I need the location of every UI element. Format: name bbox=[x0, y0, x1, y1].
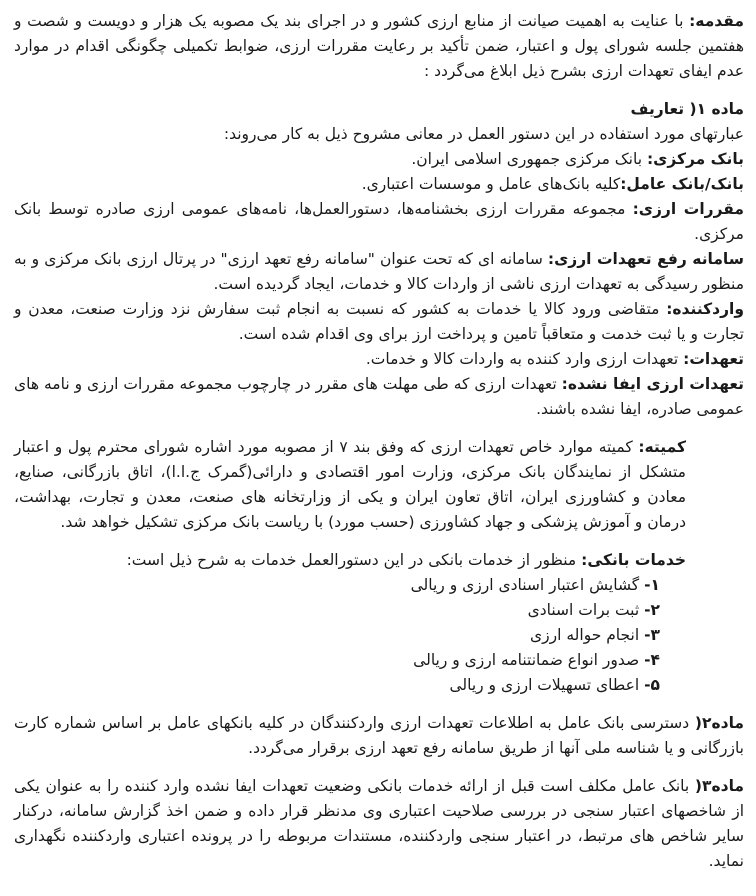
banking-services-section bbox=[14, 548, 744, 698]
intro-paragraph bbox=[14, 9, 744, 84]
article3-label-number: ماده۳ bbox=[702, 777, 744, 795]
list-item-text: اعطای تسهیلات ارزی و ریالی bbox=[449, 676, 645, 694]
article1-heading bbox=[14, 97, 744, 122]
definition-term: تعهدات: bbox=[683, 350, 744, 368]
definition-committee bbox=[14, 435, 744, 535]
definition-text: متقاضی ورود کالا یا خدمات به کشور که نسبت به انجام ثبت سفارش نزد وزارت صنعت، معدن و تجارت و یا ثبت خدمت و متعاقباً تامین و پرداخت ارز برای وی اقدام شده است. bbox=[14, 300, 744, 343]
article2-label-paren: ) bbox=[694, 714, 702, 732]
article3-paragraph bbox=[14, 774, 744, 874]
definition-agent-bank bbox=[14, 172, 744, 197]
article1-heading-paren: ) bbox=[689, 100, 697, 118]
article2-paragraph bbox=[14, 711, 744, 761]
list-item-number: ۲- bbox=[644, 601, 660, 619]
definition-term: واردکننده: bbox=[666, 300, 744, 318]
article1-lead: عبارتهای مورد استفاده در این دستور العمل در معانی مشروح ذیل به کار می‌روند: bbox=[223, 125, 744, 143]
intro-text: با عنایت به اهمیت صیانت از منابع ارزی کشور و در اجرای بند یک مصوبه یک هزار و دویست و شصت و هفتمین جلسه شورای پول و اعتبار، ضمن تأکید بر رعایت مقررات ارزی، ضوابط تکمیلی چگونگی اقدام در موارد عدم ایفای تعهدات ارزی بشرح ذیل ابلاغ می‌گردد : bbox=[14, 12, 744, 80]
list-item bbox=[14, 673, 744, 698]
definition-importer bbox=[14, 297, 744, 347]
article3-label bbox=[695, 777, 744, 795]
definition-text: سامانه ای که تحت عنوان "سامانه رفع تعهد ارزی" در پرتال ارزی بانک مرکزی و به منظور رسیدگی به تعهدات ارزی ناشی از واردات کالا و خدمات، ایجاد گردیده است. bbox=[14, 250, 744, 293]
list-item bbox=[14, 573, 744, 598]
list-item-number: ۳- bbox=[644, 626, 660, 644]
definition-text: منظور از خدمات بانکی در این دستورالعمل خدمات به شرح ذیل است: bbox=[126, 551, 582, 569]
definition-text: مجموعه مقررات ارزی بخشنامه‌ها، دستورالعمل‌ها، نامه‌های عمومی ارزی صادره توسط بانک مرکزی. bbox=[14, 200, 744, 243]
article2-text: دسترسی بانک عامل به اطلاعات تعهدات ارزی واردکنندگان در کلیه بانکهای عامل بر اساس شماره کارت بازرگانی و یا شناسه ملی آنها از طریق سامانه رفع تعهد ارزی برقرار می‌گردد. bbox=[14, 714, 744, 757]
list-item bbox=[14, 648, 744, 673]
article2-label-number: ماده۲ bbox=[702, 714, 744, 732]
definition-text: بانک مرکزی جمهوری اسلامی ایران. bbox=[411, 150, 647, 168]
list-item-text: گشایش اعتبار اسنادی ارزی و ریالی bbox=[410, 576, 645, 594]
list-item-number: ۵- bbox=[644, 676, 660, 694]
definition-term: سامانه رفع تعهدات ارزی: bbox=[547, 250, 744, 268]
list-item-text: انجام حواله ارزی bbox=[530, 626, 645, 644]
definition-term: بانک مرکزی: bbox=[646, 150, 744, 168]
definition-text: کلیه بانک‌های عامل و موسسات اعتباری. bbox=[361, 175, 621, 193]
article2-label bbox=[695, 714, 744, 732]
definition-term: مقررات ارزی: bbox=[632, 200, 745, 218]
definition-obligation-system bbox=[14, 247, 744, 297]
list-item-number: ۴- bbox=[644, 651, 660, 669]
intro-label: مقدمه: bbox=[689, 12, 744, 30]
list-item-text: صدور انواع ضمانتنامه ارزی و ریالی bbox=[413, 651, 645, 669]
definition-obligations bbox=[14, 347, 744, 372]
definition-term: کمیته: bbox=[638, 438, 686, 456]
definition-banking-services bbox=[14, 548, 744, 573]
list-item bbox=[14, 623, 744, 648]
definition-central-bank bbox=[14, 147, 744, 172]
definition-term: تعهدات ارزی ایفا نشده: bbox=[561, 375, 744, 393]
list-item-text: ثبت برات اسنادی bbox=[527, 601, 645, 619]
definition-text: تعهدات ارزی وارد کننده به واردات کالا و خدمات. bbox=[365, 350, 684, 368]
definition-term: خدمات بانکی: bbox=[581, 551, 686, 569]
list-item-number: ۱- bbox=[644, 576, 660, 594]
list-item bbox=[14, 598, 744, 623]
definition-term: بانک/بانک عامل: bbox=[620, 175, 744, 193]
article3-label-paren: ) bbox=[694, 777, 702, 795]
article1-heading-title: تعاریف bbox=[630, 100, 690, 118]
definition-text: تعهدات ارزی که طی مهلت های مقرر در چارچوب مجموعه مقررات ارزی و نامه های عمومی صادره، ایفا نشده باشند. bbox=[14, 375, 744, 418]
definition-unfulfilled-obligations bbox=[14, 372, 744, 422]
definition-text: کمیته موارد خاص تعهدات ارزی که وفق بند ۷ از مصوبه مورد اشاره شورای محترم پول و اعتبار متشکل از نمایندگان بانک مرکزی، وزارت امور اقتصادی و دارائی(گمرک ج.ا.ا)، اتاق بازرگانی، صنایع، معادن و کشاورزی ایران، اتاق تعاون ایران و یکی از وزارتخانه های صنعت، معدن و تجارت، بهداشت، درمان و آموزش پزشکی و جهاد کشاورزی (حسب مورد) با ریاست بانک مرکزی تشکیل خواهد شد. bbox=[14, 438, 686, 531]
article3-text: بانک عامل مکلف است قبل از ارائه خدمات بانکی وضعیت تعهدات ایفا نشده وارد کننده را به عنوان یکی از شاخصهای اعتبار سنجی در بررسی صلاحیت اعتباری وی مدنظر قرار داده و ضمن اخذ گزارش سامانه، درکنار سایر شاخص های مرتبط، در اعتبار سنجی واردکننده، مستندات مربوطه را در پرونده اعتباری واردکننده نگهداری نماید. bbox=[14, 777, 744, 870]
article1-heading-number: ماده ۱ bbox=[696, 100, 744, 118]
definition-currency-regulations bbox=[14, 197, 744, 247]
